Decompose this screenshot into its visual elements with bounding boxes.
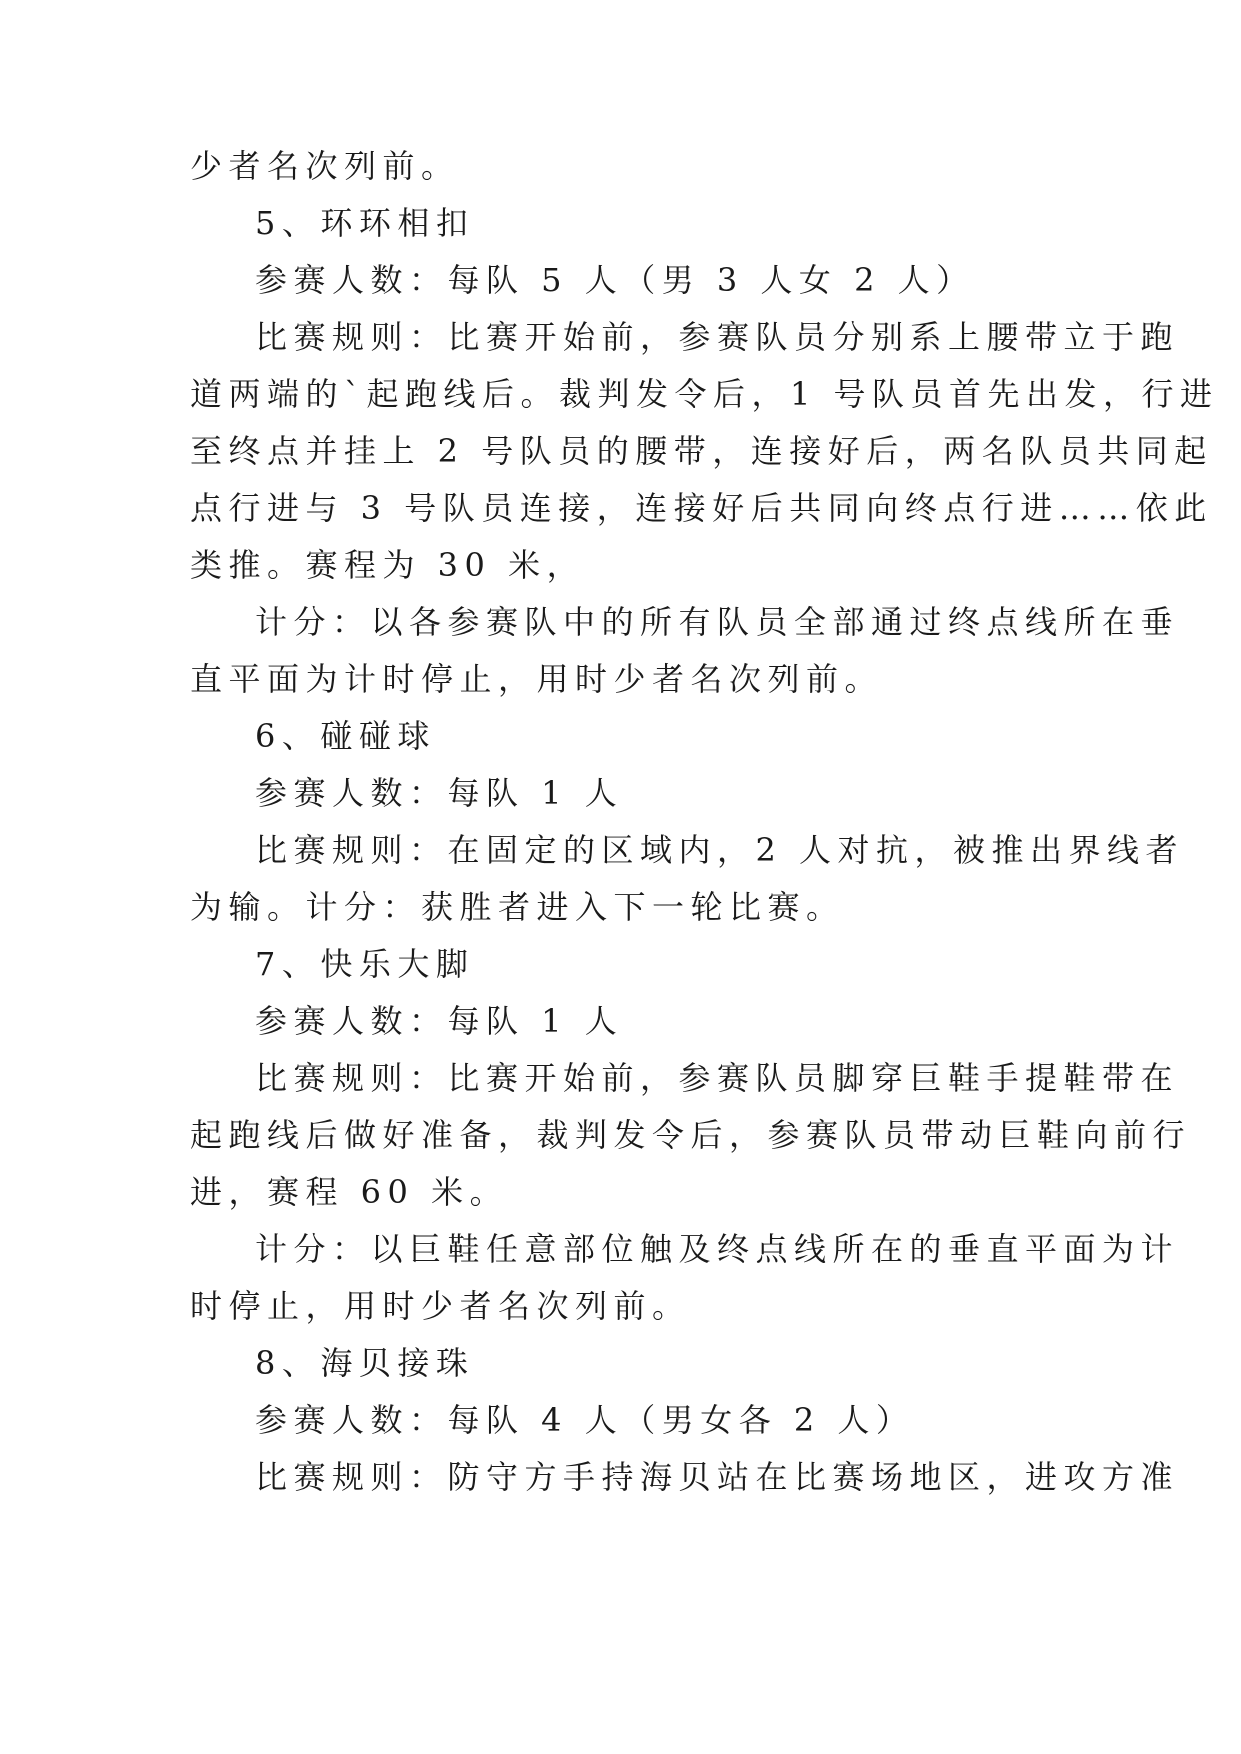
section-heading: 7、快乐大脚 — [255, 945, 475, 983]
text-line: 参赛人数：每队 5 人（男 3 人女 2 人） — [255, 261, 975, 299]
text-line: 比赛规则：防守方手持海贝站在比赛场地区，进攻方准 — [255, 1458, 1180, 1496]
text-line: 道两端的`起跑线后。裁判发令后，1 号队员首先出发，行进 — [190, 375, 1219, 413]
text-line: 参赛人数：每队 1 人 — [255, 774, 624, 812]
text-line: 进，赛程 60 米。 — [190, 1173, 509, 1211]
text-line: 为输。计分：获胜者进入下一轮比赛。 — [190, 888, 845, 926]
section-heading: 6、碰碰球 — [255, 717, 436, 755]
text-line: 类推。赛程为 30 米， — [190, 546, 586, 584]
text-line: 比赛规则：在固定的区域内，2 人对抗，被推出界线者 — [255, 831, 1185, 869]
section-heading: 5、环环相扣 — [255, 204, 475, 242]
text-line: 时停止，用时少者名次列前。 — [190, 1287, 691, 1325]
text-line: 直平面为计时停止，用时少者名次列前。 — [190, 660, 884, 698]
text-line: 计分：以各参赛队中的所有队员全部通过终点线所在垂 — [255, 603, 1180, 641]
text-line: 起跑线后做好准备，裁判发令后，参赛队员带动巨鞋向前行 — [190, 1116, 1192, 1154]
text-line: 比赛规则：比赛开始前，参赛队员分别系上腰带立于跑 — [255, 318, 1180, 356]
text-line: 少者名次列前。 — [190, 147, 460, 185]
text-line: 至终点并挂上 2 号队员的腰带，连接好后，两名队员共同起 — [190, 432, 1213, 470]
text-line: 比赛规则：比赛开始前，参赛队员脚穿巨鞋手提鞋带在 — [255, 1059, 1180, 1097]
text-line: 计分：以巨鞋任意部位触及终点线所在的垂直平面为计 — [255, 1230, 1180, 1268]
text-line: 点行进与 3 号队员连接，连接好后共同向终点行进……依此 — [190, 489, 1213, 527]
text-line: 参赛人数：每队 4 人（男女各 2 人） — [255, 1401, 915, 1439]
section-heading: 8、海贝接珠 — [255, 1344, 475, 1382]
text-line: 参赛人数：每队 1 人 — [255, 1002, 624, 1040]
